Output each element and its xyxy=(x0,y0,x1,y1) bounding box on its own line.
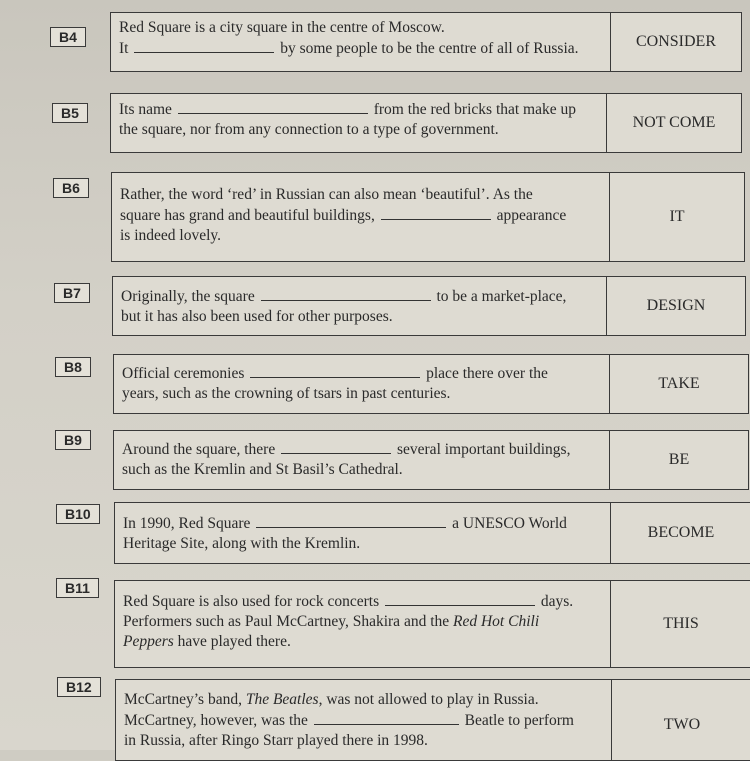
keyword: THIS xyxy=(663,615,699,632)
answer-blank[interactable] xyxy=(381,205,491,220)
task-box xyxy=(115,679,750,761)
task-box xyxy=(114,580,750,668)
task-sentence: McCartney’s band, The Beatles, was not allowed to play in Russia. McCartney, however, was the Beatle to perform in Russia, after Ringo Starr played there in 1998. xyxy=(116,680,612,760)
task-number: B6 xyxy=(53,178,89,198)
task-number: B5 xyxy=(52,103,88,123)
task-sentence: Its name from the red bricks that make up the square, nor from any connection to a type of government. xyxy=(111,94,607,152)
task-number: B12 xyxy=(57,677,101,697)
task-sentence: Official ceremonies place there over the years, such as the crowning of tsars in past centuries. xyxy=(114,355,610,413)
answer-blank[interactable] xyxy=(134,38,274,53)
answer-blank[interactable] xyxy=(281,439,391,454)
task-sentence: Red Square is also used for rock concerts days. Performers such as Paul McCartney, Shakira and the Red Hot Chili Peppers have played there. xyxy=(115,581,611,667)
task-number: B8 xyxy=(55,357,91,377)
task-number: B7 xyxy=(54,283,90,303)
keyword: BECOME xyxy=(647,524,715,541)
task-box xyxy=(113,354,749,414)
task-box xyxy=(110,12,742,72)
task-box xyxy=(112,276,746,336)
answer-blank[interactable] xyxy=(385,591,535,606)
task-sentence: Red Square is a city square in the centre of Moscow. It by some people to be the centre of all of Russia. xyxy=(111,13,611,71)
task-number: B4 xyxy=(50,27,86,47)
answer-blank[interactable] xyxy=(250,363,420,378)
keyword: CONSIDER xyxy=(635,33,716,50)
task-sentence: Around the square, there several important buildings, such as the Kremlin and St Basil’s Cathedral. xyxy=(114,431,610,489)
keyword: TWO xyxy=(663,716,701,733)
keyword: TAKE xyxy=(658,375,700,392)
keyword: DESIGN xyxy=(646,297,706,314)
keyword: IT xyxy=(669,208,685,225)
task-number: B9 xyxy=(55,430,91,450)
answer-blank[interactable] xyxy=(314,710,459,725)
task-sentence: In 1990, Red Square a UNESCO World Heritage Site, along with the Kremlin. xyxy=(115,503,611,563)
task-number: B10 xyxy=(56,504,100,524)
task-sentence: Originally, the square to be a market-place, but it has also been used for other purposes. xyxy=(113,277,607,335)
task-number: B11 xyxy=(56,578,99,598)
task-box xyxy=(110,93,742,153)
keyword: BE xyxy=(668,451,690,468)
answer-blank[interactable] xyxy=(178,99,368,114)
keyword: NOT COME xyxy=(632,114,716,131)
task-box xyxy=(114,502,750,564)
answer-blank[interactable] xyxy=(256,513,446,528)
task-box xyxy=(111,172,745,262)
answer-blank[interactable] xyxy=(261,286,431,301)
task-box xyxy=(113,430,749,490)
task-sentence: Rather, the word ‘red’ in Russian can also mean ‘beautiful’. As the square has grand and beautiful buildings, appearance is indeed lovely. xyxy=(112,173,610,261)
